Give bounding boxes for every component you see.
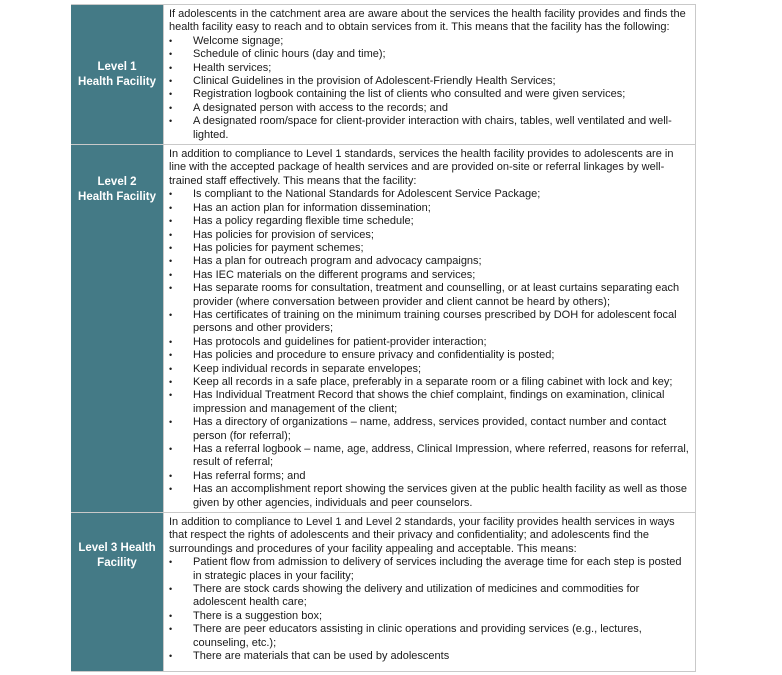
list-item: • There are materials that can be used by adolescents — [169, 650, 691, 663]
list-item: • Has Individual Treatment Record that shows the chief complaint, findings on examination, clinical impression and management of the client; — [169, 389, 691, 416]
list-item: • Patient flow from admission to delivery of services including the average time for each step is posted in strategic places in your facility; — [169, 556, 691, 583]
level-3-label-line1: Level 3 Health — [78, 542, 156, 555]
level-2-list — [169, 188, 691, 510]
level-1-label-line2: Health Facility — [78, 75, 156, 88]
level-1-content — [163, 5, 696, 144]
level-2-label-line1: Level 2 — [97, 176, 137, 189]
standards-table — [71, 4, 696, 672]
list-item: • Has a referral logbook – name, age, address, Clinical Impression, where referred, reasons for referral, result of referral; — [169, 443, 691, 470]
list-item: • Registration logbook containing the list of clients who consulted and were given services; — [169, 88, 691, 101]
list-item: • Has separate rooms for consultation, treatment and counselling, or at least curtains separating each provider (where conversation between provider and client cannot be heard by others); — [169, 282, 691, 309]
list-item: • Welcome signage; — [169, 35, 691, 48]
list-item: • Schedule of clinic hours (day and time); — [169, 48, 691, 61]
level-2-label-line2: Health Facility — [78, 191, 156, 204]
list-item: • Has an action plan for information dissemination; — [169, 202, 691, 215]
list-item: • Clinical Guidelines in the provision of Adolescent-Friendly Health Services; — [169, 75, 691, 88]
level-1-list — [169, 35, 691, 142]
level-3-label-line2: Facility — [97, 557, 137, 570]
list-item: • Has a policy regarding flexible time schedule; — [169, 215, 691, 228]
list-item: • Has certificates of training on the minimum training courses prescribed by DOH for adolescent focal persons and other providers; — [169, 309, 691, 336]
list-item: • Has protocols and guidelines for patient-provider interaction; — [169, 336, 691, 349]
level-2-content — [163, 145, 696, 512]
list-item: • A designated room/space for client-provider interaction with chairs, tables, well ventilated and well-lighted. — [169, 115, 691, 142]
level-3-content — [163, 513, 696, 671]
list-item: • Is compliant to the National Standards for Adolescent Service Package; — [169, 188, 691, 201]
list-item: • Has an accomplishment report showing the services given at the public health facility as well as those given by other agencies, individuals and peer counselors. — [169, 483, 691, 510]
level-1-label-line1: Level 1 — [97, 60, 137, 73]
list-item: • Has a plan for outreach program and advocacy campaigns; — [169, 255, 691, 268]
list-item: • Has referral forms; and — [169, 470, 691, 483]
list-item: • Has policies for provision of services; — [169, 229, 691, 242]
level-1-row — [71, 4, 696, 145]
level-1-label — [71, 5, 163, 144]
level-3-row — [71, 513, 696, 672]
list-item: • There are peer educators assisting in clinic operations and providing services (e.g., lectures, counseling, etc.); — [169, 623, 691, 650]
level-2-intro: In addition to compliance to Level 1 standards, services the health facility provides to adolescents are in line with the accepted package of health services and are provided on-site or referral linkages by well-trained staff effectively. This means that the facility: — [169, 148, 674, 187]
list-item: • Has a directory of organizations – name, address, services provided, contact number and contact person (for referral); — [169, 416, 691, 443]
list-item: • Keep all records in a safe place, preferably in a separate room or a filing cabinet with lock and key; — [169, 376, 691, 389]
level-2-label — [71, 145, 163, 512]
level-3-label — [71, 513, 163, 671]
list-item: • Has policies and procedure to ensure privacy and confidentiality is posted; — [169, 349, 691, 362]
list-item: • There is a suggestion box; — [169, 610, 691, 623]
level-3-intro: In addition to compliance to Level 1 and Level 2 standards, your facility provides health services in ways that respect the rights of adolescents and their privacy and confidentiality; and adolescents find the surroundings and procedures of your facility appealing and acceptable. This means: — [169, 516, 675, 555]
level-2-row — [71, 145, 696, 513]
list-item: • Keep individual records in separate envelopes; — [169, 363, 691, 376]
level-1-intro: If adolescents in the catchment area are aware about the services the health facility provides and finds the health facility easy to reach and to obtain services from it. This means that the facility has the following: — [169, 8, 686, 34]
list-item: • A designated person with access to the records; and — [169, 102, 691, 115]
level-3-list — [169, 556, 691, 663]
list-item: • There are stock cards showing the delivery and utilization of medicines and commodities for adolescent health care; — [169, 583, 691, 610]
list-item: • Has IEC materials on the different programs and services; — [169, 269, 691, 282]
list-item: • Has policies for payment schemes; — [169, 242, 691, 255]
list-item: • Health services; — [169, 62, 691, 75]
